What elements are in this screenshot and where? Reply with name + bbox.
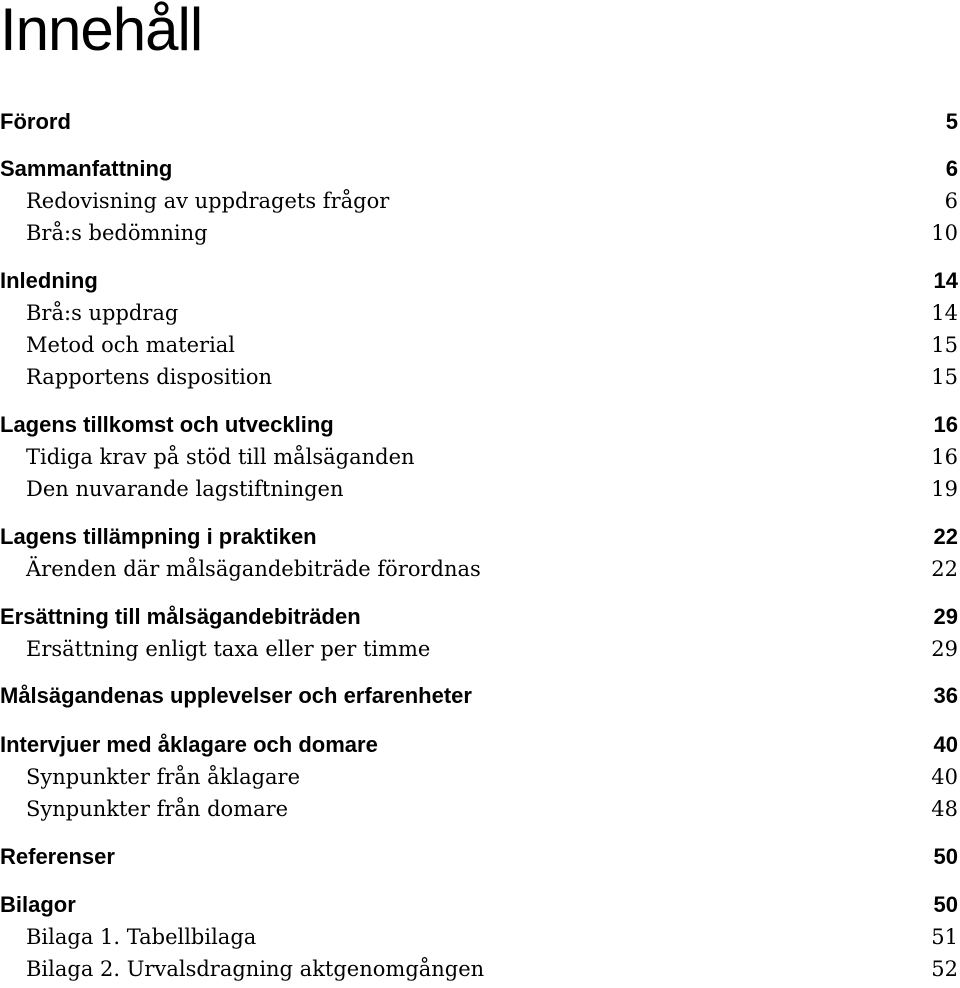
toc-heading-label: Ersättning till målsägandebiträden xyxy=(0,604,361,629)
toc-heading-label: Förord xyxy=(0,109,71,134)
toc-heading-label: Sammanfattning xyxy=(0,156,173,181)
toc-heading-label: Inledning xyxy=(0,268,98,293)
toc-subentry-label: Tidiga krav på stöd till målsäganden xyxy=(26,445,415,469)
toc-heading-label: Målsägandenas upplevelser och erfarenheter xyxy=(0,683,472,708)
toc-page-number: 16 xyxy=(933,412,958,437)
toc-page-number: 14 xyxy=(933,268,958,293)
toc-page-number: 50 xyxy=(933,844,958,869)
toc-page-number: 10 xyxy=(931,221,958,245)
toc-heading-row[interactable] xyxy=(0,601,958,633)
toc-subentry-label: Metod och material xyxy=(26,333,236,357)
toc-page-number: 50 xyxy=(933,892,958,917)
toc-heading-row[interactable] xyxy=(0,841,958,873)
toc-page-number: 29 xyxy=(933,604,958,629)
toc-page-number: 19 xyxy=(931,477,958,501)
toc-page-number: 40 xyxy=(931,765,958,789)
toc-subentry-label: Brå:s uppdrag xyxy=(26,301,179,325)
toc-heading-label: Referenser xyxy=(0,844,115,869)
toc-subentry-row[interactable] xyxy=(0,329,958,361)
toc-subentry-label: Ärenden där målsägandebiträde förordnas xyxy=(26,557,481,581)
toc-subentry-label: Bilaga 1. Tabellbilaga xyxy=(26,925,257,949)
toc-heading-row[interactable] xyxy=(0,409,958,441)
toc-heading-label: Lagens tillämpning i praktiken xyxy=(0,524,317,549)
toc-heading-row[interactable] xyxy=(0,153,958,185)
toc-page-number: 22 xyxy=(933,524,958,549)
toc-subentry-row[interactable] xyxy=(0,361,958,393)
toc-subentry-label: Redovisning av uppdragets frågor xyxy=(26,189,390,213)
toc-subentry-row[interactable] xyxy=(0,185,958,217)
toc-heading-label: Bilagor xyxy=(0,892,76,917)
toc-page-number: 15 xyxy=(931,365,958,389)
toc-subentry-row[interactable] xyxy=(0,953,958,985)
toc-page-number: 16 xyxy=(931,445,958,469)
toc-subentry-label: Synpunkter från domare xyxy=(26,797,289,821)
toc-subentry-row[interactable] xyxy=(0,297,958,329)
toc-subentry-row[interactable] xyxy=(0,761,958,793)
toc-page-number: 29 xyxy=(931,637,958,661)
toc-subentry-label: Den nuvarande lagstiftningen xyxy=(26,477,344,501)
toc-heading-row[interactable] xyxy=(0,680,958,712)
toc-heading-row[interactable] xyxy=(0,889,958,921)
toc-page-number: 14 xyxy=(931,301,958,325)
toc-page-number: 6 xyxy=(945,156,958,181)
toc-subentry-row[interactable] xyxy=(0,473,958,505)
toc-heading-row[interactable] xyxy=(0,106,958,138)
toc-page-number: 36 xyxy=(933,683,958,708)
toc-heading-row[interactable] xyxy=(0,729,958,761)
toc-subentry-row[interactable] xyxy=(0,441,958,473)
page-title: Innehåll xyxy=(0,0,203,63)
toc-subentry-row[interactable] xyxy=(0,633,958,665)
toc-subentry-label: Rapportens disposition xyxy=(26,365,273,389)
toc-page-number: 6 xyxy=(944,189,958,213)
toc-page-number: 52 xyxy=(931,957,958,981)
toc-subentry-row[interactable] xyxy=(0,793,958,825)
toc-subentry-label: Brå:s bedömning xyxy=(26,221,208,245)
toc-subentry-label: Ersättning enligt taxa eller per timme xyxy=(26,637,431,661)
toc-page-number: 5 xyxy=(945,109,958,134)
toc-subentry-label: Synpunkter från åklagare xyxy=(26,765,301,789)
toc-subentry-label: Bilaga 2. Urvalsdragning aktgenomgången xyxy=(26,957,485,981)
toc-heading-label: Lagens tillkomst och utveckling xyxy=(0,412,334,437)
toc-subentry-row[interactable] xyxy=(0,553,958,585)
toc-subentry-row[interactable] xyxy=(0,217,958,249)
toc-page-number: 40 xyxy=(933,732,958,757)
toc-page-number: 15 xyxy=(931,333,958,357)
toc-heading-row[interactable] xyxy=(0,521,958,553)
toc-page-number: 48 xyxy=(931,797,958,821)
toc-subentry-row[interactable] xyxy=(0,921,958,953)
toc-heading-row[interactable] xyxy=(0,265,958,297)
toc-page-number: 22 xyxy=(931,557,958,581)
toc-page-number: 51 xyxy=(931,925,958,949)
toc-heading-label: Intervjuer med åklagare och domare xyxy=(0,732,378,757)
